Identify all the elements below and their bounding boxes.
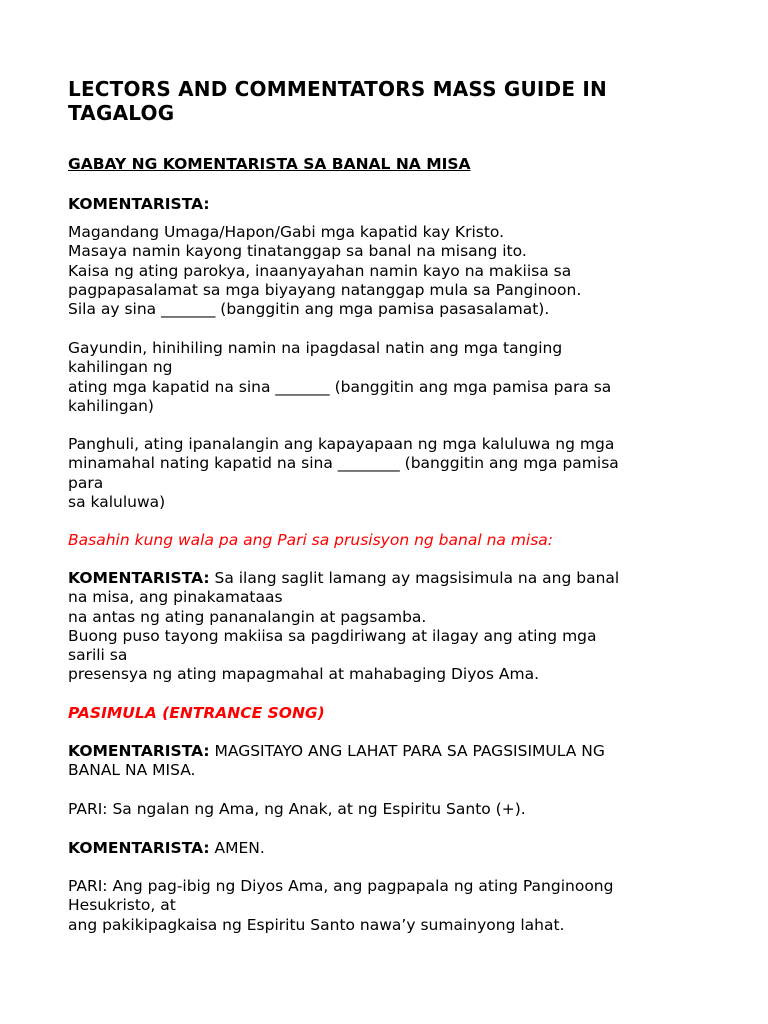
petition-paragraph xyxy=(68,339,708,416)
paragraph-line: PARI: Ang pag-ibig ng Diyos Ama, ang pagpapala ng ating Panginoong xyxy=(68,877,614,895)
paragraph-line: Magandang Umaga/Hapon/Gabi mga kapatid kay Kristo. xyxy=(68,223,505,241)
document-subtitle: GABAY NG KOMENTARISTA SA BANAL NA MISA xyxy=(68,155,471,173)
pari-greeting-paragraph xyxy=(68,877,708,935)
rubric-instruction: Basahin kung wala pa ang Pari sa prusisyon ng banal na misa: xyxy=(68,531,554,549)
paragraph-line: sarili sa xyxy=(68,646,128,665)
paragraph-line: BANAL NA MISA. xyxy=(68,761,196,780)
paragraph-line: ating mga kapatid na sina _______ (banggitin ang mga pamisa para sa xyxy=(68,377,612,396)
stand-paragraph xyxy=(68,742,708,781)
instruction-block xyxy=(68,531,708,550)
paragraph-line: kahilingan) xyxy=(68,396,154,415)
paragraph-line xyxy=(68,839,708,858)
intro-paragraph xyxy=(68,223,708,319)
komentarista-label: KOMENTARISTA: xyxy=(68,839,210,857)
paragraph-line: presensya ng ating mapagmahal at mahabaging Diyos Ama. xyxy=(68,665,540,684)
amen-block xyxy=(68,839,708,858)
paragraph-text: MAGSITAYO ANG LAHAT PARA SA PAGSISIMULA NG xyxy=(209,742,605,760)
paragraph-line: ang pakikipagkaisa ng Espiritu Santo nawa’y sumainyong lahat. xyxy=(68,915,565,934)
procession-paragraph xyxy=(68,569,708,685)
paragraph-line: na misa, ang pinakamataas xyxy=(68,588,283,607)
paragraph-line: na antas ng ating pananalangin at pagsamba. xyxy=(68,607,427,626)
paragraph-line: para xyxy=(68,473,104,492)
subtitle-block xyxy=(68,155,708,174)
amen-text: AMEN. xyxy=(209,839,265,857)
paragraph-line: Buong puso tayong makiisa sa pagdiriwang at ilagay ang ating mga xyxy=(68,626,597,645)
paragraph-line: pagpapasalamat sa mga biyayang natanggap mula sa Panginoon. xyxy=(68,280,582,299)
paragraph-text: Sa ilang saglit lamang ay magsisimula na ang banal xyxy=(209,569,620,587)
paragraph-line: kahilingan ng xyxy=(68,358,173,377)
komentarista-heading: KOMENTARISTA: xyxy=(68,195,210,213)
pari-sign-line: PARI: Sa ngalan ng Ama, ng Anak, at ng Espiritu Santo (+). xyxy=(68,800,526,818)
paragraph-line: minamahal nating kapatid na sina ________ (banggitin ang mga pamisa xyxy=(68,454,619,473)
komentarista-label: KOMENTARISTA: xyxy=(68,569,210,587)
paragraph-line: Panghuli, ating ipanalangin ang kapayapaan ng mga kaluluwa ng mga xyxy=(68,435,615,453)
paragraph-line xyxy=(68,742,708,761)
souls-paragraph xyxy=(68,435,708,512)
paragraph-line: Kaisa ng ating parokya, inaanyayahan namin kayo na makiisa sa xyxy=(68,261,572,280)
komentarista-heading-block xyxy=(68,195,708,214)
entrance-song-block xyxy=(68,704,708,723)
paragraph-line: Masaya namin kayong tinatanggap sa banal na misang ito. xyxy=(68,242,527,261)
paragraph-line: sa kaluluwa) xyxy=(68,492,166,511)
paragraph-line: Hesukristo, at xyxy=(68,896,176,915)
paragraph-line: Sila ay sina _______ (banggitin ang mga pamisa pasasalamat). xyxy=(68,300,550,319)
entrance-song-heading: PASIMULA (ENTRANCE SONG) xyxy=(68,704,325,722)
document-title: LECTORS AND COMMENTATORS MASS GUIDE IN TAGALOG xyxy=(68,77,607,125)
paragraph-line xyxy=(68,569,708,588)
paragraph-line: Gayundin, hinihiling namin na ipagdasal natin ang mga tanging xyxy=(68,339,563,357)
pari-sign-block xyxy=(68,800,708,819)
komentarista-label: KOMENTARISTA: xyxy=(68,742,210,760)
